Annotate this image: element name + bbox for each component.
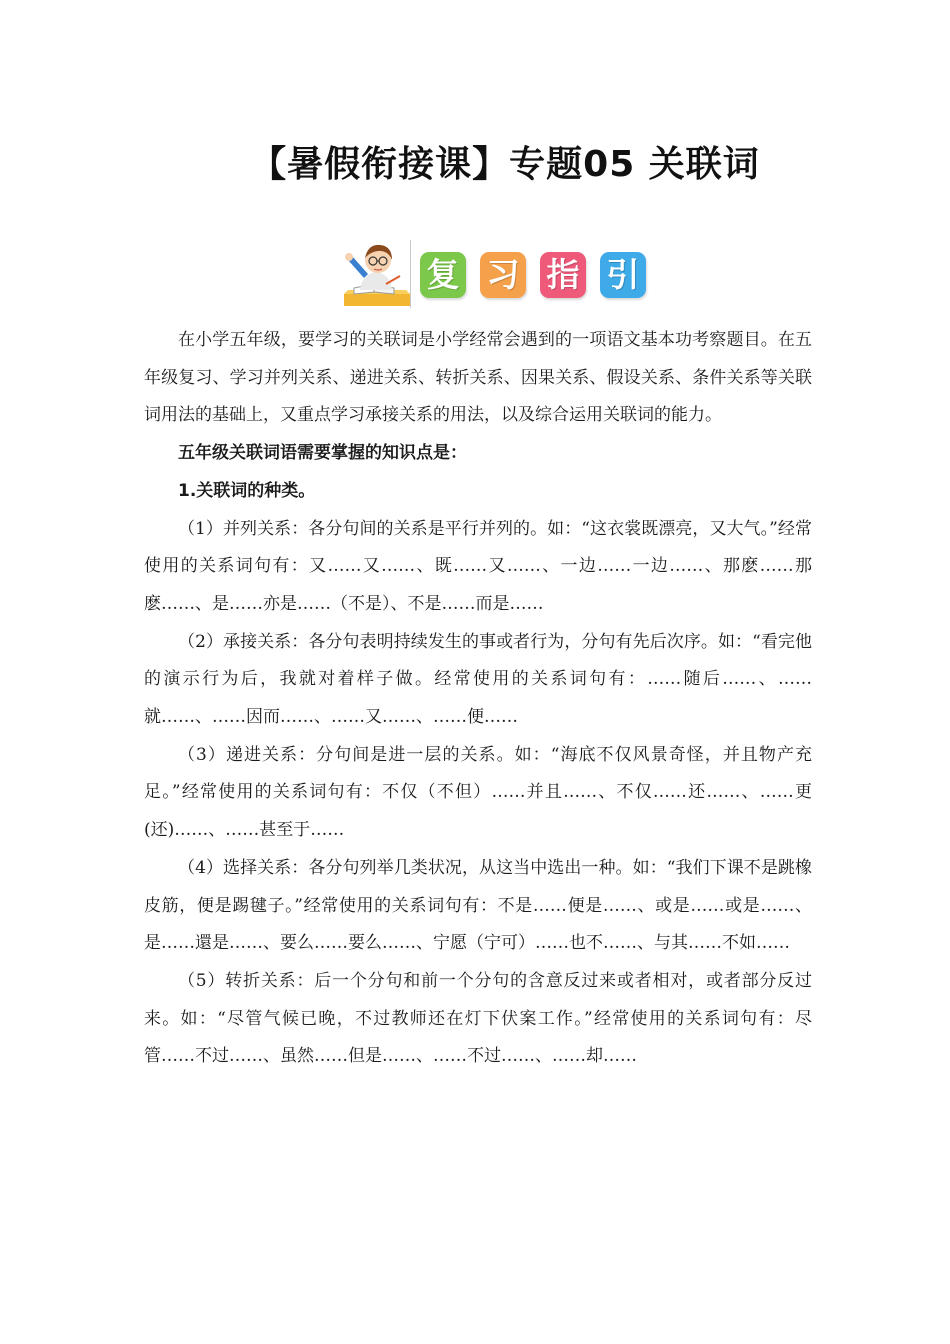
section-heading-types: 1.关联词的种类。 — [178, 480, 316, 501]
review-tile-3: 指 — [540, 252, 586, 298]
paragraph-parallel-relation: （1）并列关系：各分句间的关系是平行并列的。如：“这衣裳既漂亮，又大气。”经常使用的关系词句有：又……又……、既……又……、一边……一边……、那麽……那麽……、是……亦是……（不是）、不是……而是…… — [144, 518, 812, 614]
review-tile-2: 习 — [480, 252, 526, 298]
paragraph-adversative-relation: （5）转折关系：后一个分句和前一个分句的含意反过来或者相对，或者部分反过来。如：“尽管气候已晚，不过教师还在灯下伏案工作。”经常使用的关系词句有：尽管……不过……、虽然……但是……、……不过……、……却…… — [144, 970, 812, 1067]
knowledge-points-heading: 五年级关联词语需要掌握的知识点是： — [178, 443, 467, 464]
paragraph-progressive-relation: （3）递进关系：分句间是进一层的关系。如：“海底不仅风景奇怪，并且物产充足。”经常使用的关系词句有：不仅（不但）……并且……、不仅……还……、……更(还)……、……甚至于…… — [144, 744, 812, 841]
paragraph-choice-relation: （4）选择关系：各分句列举几类状况，从这当中选出一种。如：“我们下课不是跳橡皮筋，便是踢毽子。”经常使用的关系词句有：不是……便是……、或是……或是……、是……還是……、要么……要么……、宁愿（宁可）……也不……、与其……不如…… — [144, 857, 812, 954]
review-tile-1: 复 — [420, 252, 466, 298]
student-reading-illustration — [340, 238, 412, 310]
paragraph-sequential-relation: （2）承接关系：各分句表明持续发生的事或者行为，分句有先后次序。如：“看完他的演示行为后，我就对着样子做。经常使用的关系词句有：……随后……、……就……、……因而……、……又……、……便…… — [144, 631, 812, 728]
review-guide-banner — [340, 238, 650, 310]
review-tile-4: 引 — [600, 252, 646, 298]
document-body — [144, 322, 812, 1076]
intro-paragraph: 在小学五年级，要学习的关联词是小学经常会遇到的一项语文基本功考察题目。在五年级复习、学习并列关系、递进关系、转折关系、因果关系、假设关系、条件关系等关联词用法的基础上，又重点学习承接关系的用法，以及综合运用关联词的能力。 — [144, 330, 812, 426]
banner-divider — [410, 240, 411, 308]
page-title: 【暑假衔接课】专题05 关联词 — [250, 144, 760, 185]
